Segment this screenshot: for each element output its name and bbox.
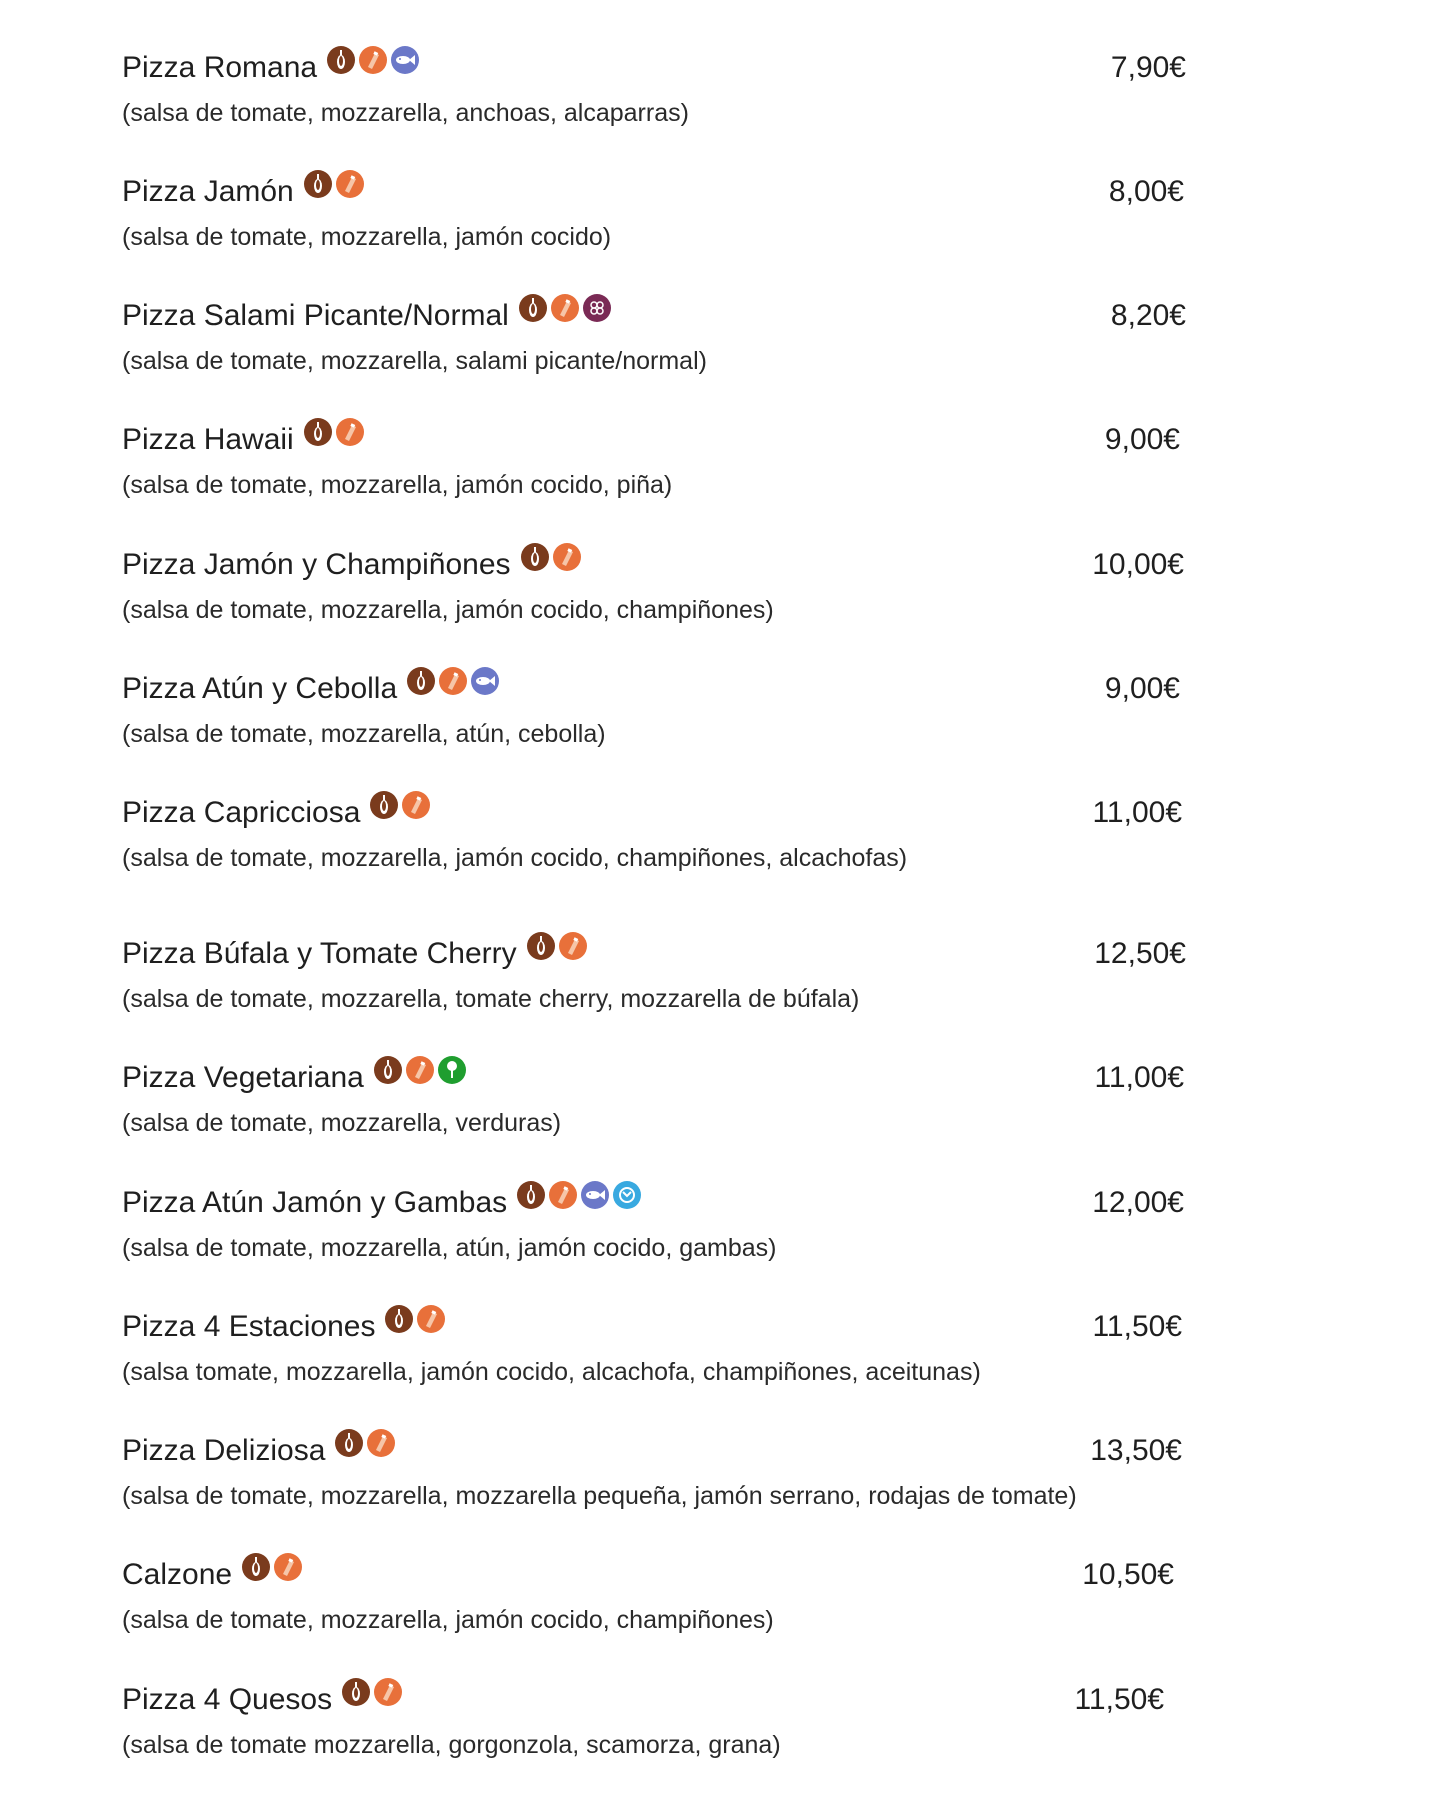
milk-icon [551,294,579,322]
milk-icon [359,46,387,74]
menu-item-description: (salsa de tomate mozzarella, gorgonzola, scamorza, grana) [122,1731,781,1759]
menu-item [0,545,1440,655]
menu-item-title-line [122,420,368,460]
wheat-icon [517,1181,545,1209]
allergen-icons [407,667,503,695]
sulphites-icon [583,294,611,322]
menu-item-price: 9,00€ [1104,672,1180,705]
wheat-icon [342,1678,370,1706]
fish-icon [391,46,419,74]
wheat-icon [242,1553,270,1581]
menu-item [0,669,1440,779]
menu-item-description: (salsa de tomate, mozzarella, tomate cherry, mozzarella de búfala) [122,985,860,1013]
menu-item-title-line [122,1183,645,1223]
menu-item-description: (salsa de tomate, mozzarella, salami picante/normal) [122,347,707,375]
menu-item-title-line [122,545,585,585]
menu-item-price: 10,00€ [1092,548,1184,581]
menu-item-name: Pizza Atún y Cebolla [122,672,398,705]
menu-item [0,172,1440,282]
menu-item-price: 8,00€ [1108,175,1184,208]
allergen-icons [374,1056,470,1084]
menu-item-price: 11,00€ [1092,796,1182,829]
milk-icon [336,418,364,446]
menu-item [0,1680,1440,1790]
menu-item-description: (salsa de tomate, mozzarella, jamón cocido, champiñones) [122,1606,774,1634]
menu-item [0,1431,1440,1541]
allergen-icons [517,1181,645,1209]
menu-item-title-line [122,296,615,336]
menu-item-title-line [122,793,434,833]
menu-item-price: 12,50€ [1094,937,1186,970]
allergen-icons [342,1678,406,1706]
menu-item-name: Pizza Búfala y Tomate Cherry [122,937,517,970]
allergen-icons [327,46,423,74]
menu-item-name: Pizza 4 Quesos [122,1683,333,1716]
menu-item-description: (salsa de tomate, mozzarella, jamón cocido, champiñones, alcachofas) [122,844,908,872]
menu-item-price: 13,50€ [1090,1434,1182,1467]
fish-icon [581,1181,609,1209]
menu-item [0,296,1440,406]
wheat-icon [335,1429,363,1457]
allergen-icons [370,791,434,819]
milk-icon [406,1056,434,1084]
menu-item-name: Pizza Jamón y Champiñones [122,548,511,581]
milk-icon [417,1305,445,1333]
milk-icon [549,1181,577,1209]
wheat-icon [304,418,332,446]
menu-item [0,793,1440,903]
allergen-icons [527,932,591,960]
fish-icon [471,667,499,695]
milk-icon [274,1553,302,1581]
menu-item-description: (salsa de tomate, mozzarella, jamón cocido, champiñones) [122,596,774,624]
milk-icon [374,1678,402,1706]
menu-item-price: 11,00€ [1094,1061,1184,1094]
menu-item-description: (salsa de tomate, mozzarella, mozzarella pequeña, jamón serrano, rodajas de tomate) [122,1482,1077,1510]
wheat-icon [385,1305,413,1333]
menu-item [0,1183,1440,1293]
menu-item-name: Pizza Hawaii [122,423,294,456]
menu-item-price: 7,90€ [1110,51,1186,84]
allergen-icons [519,294,615,322]
menu-item-description: (salsa de tomate, mozzarella, atún, cebolla) [122,720,606,748]
menu-item-title-line [122,1555,306,1595]
menu-item-title-line [122,1058,470,1098]
menu-item-title-line [122,1431,399,1471]
menu-item-description: (salsa tomate, mozzarella, jamón cocido, alcachofa, champiñones, aceitunas) [122,1358,981,1386]
celery-icon [438,1056,466,1084]
menu-item-description: (salsa de tomate, mozzarella, atún, jamón cocido, gambas) [122,1234,777,1262]
allergen-icons [304,170,368,198]
menu-item [0,1307,1440,1417]
allergen-icons [521,543,585,571]
allergen-icons [304,418,368,446]
menu-item-price: 10,50€ [1082,1558,1174,1591]
allergen-icons [335,1429,399,1457]
menu-item [0,48,1440,158]
crustacean-icon [613,1181,641,1209]
menu-item-title-line [122,1680,406,1720]
menu-item-title-line [122,172,368,212]
menu-item-description: (salsa de tomate, mozzarella, jamón cocido) [122,223,612,251]
menu-item-description: (salsa de tomate, mozzarella, jamón cocido, piña) [122,471,673,499]
menu-item-description: (salsa de tomate, mozzarella, verduras) [122,1109,562,1137]
menu-item [0,1555,1440,1665]
menu-item [0,1058,1440,1168]
menu-item-name: Pizza Jamón [122,175,294,208]
milk-icon [336,170,364,198]
menu-item-name: Pizza Deliziosa [122,1434,326,1467]
milk-icon [367,1429,395,1457]
allergen-icons [242,1553,306,1581]
menu-item-title-line [122,1307,449,1347]
menu-item-price: 12,00€ [1092,1186,1184,1219]
menu-item-price: 8,20€ [1110,299,1186,332]
wheat-icon [407,667,435,695]
menu-item-name: Pizza Capricciosa [122,796,361,829]
menu-item-price: 11,50€ [1092,1310,1182,1343]
wheat-icon [327,46,355,74]
menu-item [0,420,1440,530]
menu-item-title-line [122,669,503,709]
allergen-icons [385,1305,449,1333]
menu-item-price: 11,50€ [1074,1683,1164,1716]
wheat-icon [521,543,549,571]
menu-item-title-line [122,48,423,88]
milk-icon [553,543,581,571]
menu-item-name: Pizza 4 Estaciones [122,1310,376,1343]
wheat-icon [527,932,555,960]
milk-icon [439,667,467,695]
menu-item-title-line [122,934,591,974]
wheat-icon [519,294,547,322]
wheat-icon [374,1056,402,1084]
menu-item-description: (salsa de tomate, mozzarella, anchoas, alcaparras) [122,99,689,127]
menu-item-name: Pizza Vegetariana [122,1061,364,1094]
menu-item-price: 9,00€ [1104,423,1180,456]
menu-item-name: Pizza Romana [122,51,318,84]
menu-item-name: Pizza Salami Picante/Normal [122,299,509,332]
menu-item-name: Pizza Atún Jamón y Gambas [122,1186,508,1219]
wheat-icon [370,791,398,819]
menu-item-name: Calzone [122,1558,233,1591]
wheat-icon [304,170,332,198]
milk-icon [402,791,430,819]
milk-icon [559,932,587,960]
menu-item [0,934,1440,1044]
